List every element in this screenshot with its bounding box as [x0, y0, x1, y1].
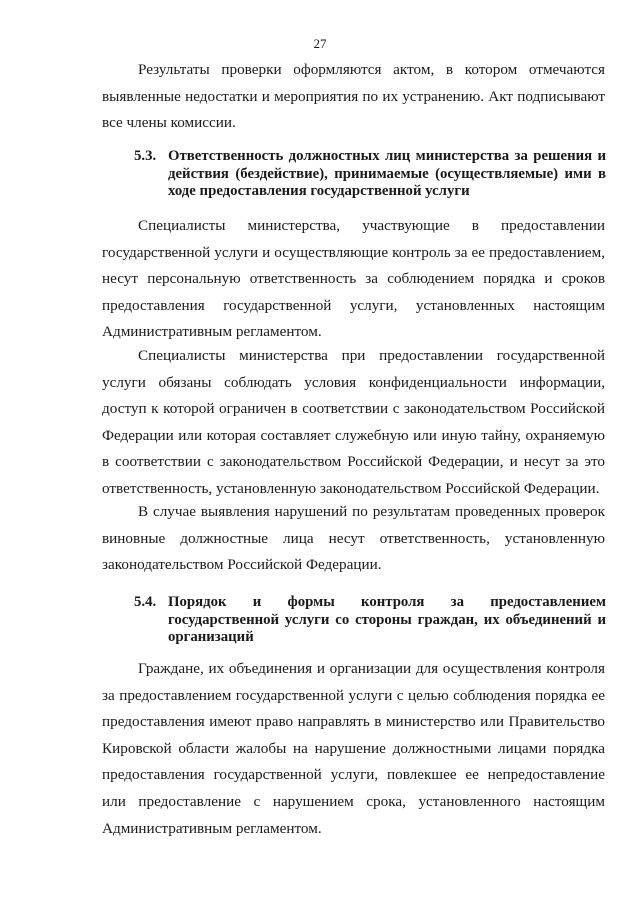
section-heading-5-3 — [134, 148, 606, 201]
paragraph-violations: В случае выявления нарушений по результатам проведенных проверок виновные должностные лица несут ответственность, установленную законодательством Российской Федерации. — [102, 503, 605, 574]
paragraph-personal-responsibility: Специалисты министерства, участвующие в предоставлении государственной услуги и осуществляющие контроль за ее предоставлением, несут персональную ответственность за соблюдением порядка и сроков предоставления государственной услуги, установленных настоящим Административным регламентом. — [102, 217, 605, 341]
section-number: 5.3. — [134, 148, 157, 164]
paragraph-confidentiality: Специалисты министерства при предоставлении государственной услуги обязаны соблюдать условия конфиденциальности информации, доступ к которой ограничен в соответствии с законодательством Российской Федерации или которая составляет служебную или иную тайну, охраняемую в соответствии с законодательством Российской Федерации, и несут за это ответственность, установленную законодательством Российской Федерации. — [102, 347, 605, 497]
section-title: Ответственность должностных лиц министерства за решения и действия (бездействие), принимаемые (осуществляемые) ими в ходе предоставления государственной услуги — [168, 148, 606, 199]
page-number: 27 — [313, 36, 327, 51]
section-number: 5.4. — [134, 594, 157, 610]
paragraph-citizen-control: Граждане, их объединения и организации для осуществления контроля за предоставлением государственной услуги с целью соблюдения порядка ее предоставления имеют право направлять в министерство или Правительство Кировской области жалобы на нарушение должностными лицами порядка предоставления государственной услуги, повлекшее ее непредоставление или предоставление с нарушением срока, установленного настоящим Административным регламентом. — [102, 660, 605, 837]
section-title: Порядок и формы контроля за предоставлением государственной услуги со стороны граждан, их объединений и организаций — [168, 594, 606, 645]
paragraph-act-results: Результаты проверки оформляются актом, в котором отмечаются выявленные недостатки и мероприятия по их устранению. Акт подписывают все члены комиссии. — [102, 61, 605, 132]
section-heading-5-4 — [134, 594, 606, 647]
